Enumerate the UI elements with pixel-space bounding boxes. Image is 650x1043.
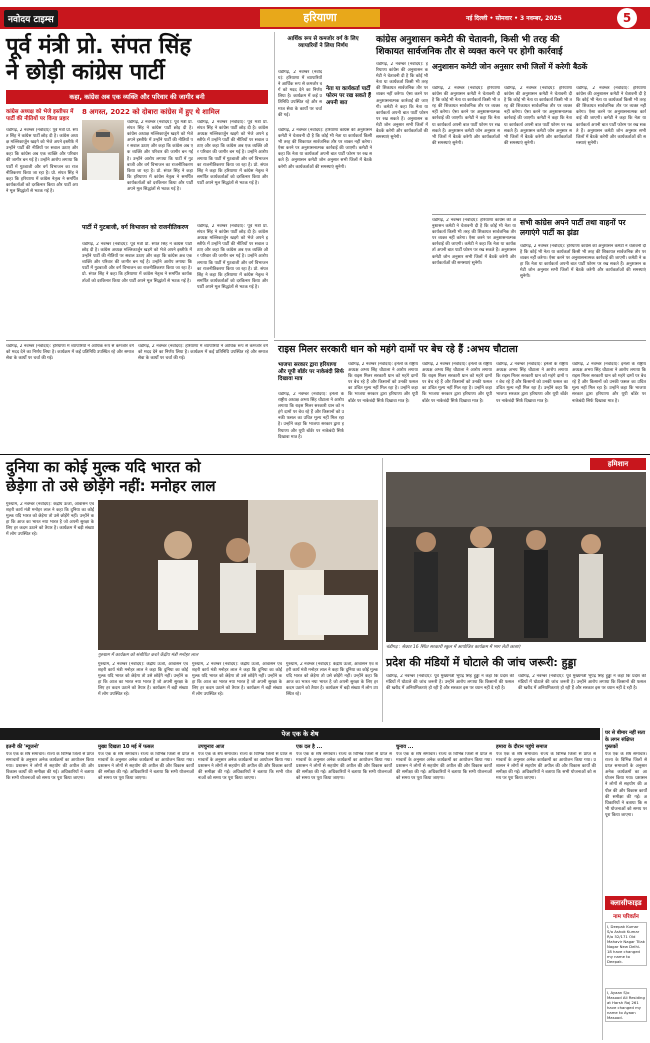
brand-logo: नवोदय टाइम्स <box>4 10 58 27</box>
story5-headline-line2: छेड़ेगा तो उसे छोड़ेंगे नहीं: मनोहर लाल <box>6 477 216 495</box>
story4-col3: चंडीगढ़, 2 नवम्बर (नवोदय): इनेलो के राष्ट्रीय अध्यक्ष अभय सिंह चौटाला ने आरोप लगाया कि राइस मिलर सरकारी धान को महंगे दामों पर बेच रहे हैं और किसानों को उनकी फसल का उचित मूल्य नहीं मिल रहा है। उन्होंने कहा कि भाजपा सरकार द्वारा हरियाणा और यूपी बॉर्डर पर नाकेबंदी सिर्फ दिखावा मात्र है। <box>422 362 492 404</box>
bottom-col-1: पेज एक के शेष समाचार। राज्य के विभिन्न जिलों से प्राप्त समाचारों के अनुसार अनेक कार्यक्रमों का आयोजन किया गया। प्रशासन ने लोगों से सहयोग की अपील की और विकास कार्यों की समीक्षा की गई। अधिकारियों ने बताया कि सभी योजनाओं को समय पर पूरा किया जाएगा। <box>6 752 94 782</box>
story1-headline <box>6 34 268 86</box>
story6-col2: चंडीगढ़, 2 नवम्बर (नवोदय): पूर्व मुख्यमंत्री भूपेंद्र सिंह हुड्डा ने कहा कि प्रदेश की मंडियों में घोटाले की जांच जरूरी है। उन्होंने आरोप लगाया कि किसानों की फसल की खरीद में अनियमितताएं हो रही हैं और सरकार इस पर ध्यान नहीं दे रही है। <box>518 674 646 692</box>
story2-col2: चंडीगढ़, 2 नवम्बर (नवोदय): हरियाणा कांग्रेस की अनुशासन कमेटी ने चेतावनी दी है कि कोई भी नेता या कार्यकर्ता किसी भी तरह की शिकायत सार्वजनिक तौर पर व्यक्त नहीं करेगा। ऐसा करने पर अनुशासनात्मक कार्रवाई की जाएगी। कमेटी ने कहा कि नेता या कार्यकर्ता अपनी बात पार्टी फोरम पर रख सकते हैं। अनुशासन कमेटी जोन अनुसार सभी जिलों में बैठकें करेगी और कार्यकर्ताओं की समस्याएं सुनेगी। <box>278 128 372 170</box>
bottom-col-head-2: मुख्य दिखता 10 मई में फसल <box>98 744 154 750</box>
bottom-col-5: पेज एक के शेष समाचार। राज्य के विभिन्न जिलों से प्राप्त समाचारों के अनुसार अनेक कार्यक्रमों का आयोजन किया गया। प्रशासन ने लोगों से सहयोग की अपील की और विकास कार्यों की समीक्षा की गई। अधिकारियों ने बताया कि सभी योजनाओं को समय पर पूरा किया जाएगा। <box>396 752 492 782</box>
bottom-col-6: पेज एक के शेष समाचार। राज्य के विभिन्न जिलों से प्राप्त समाचारों के अनुसार अनेक कार्यक्रमों का आयोजन किया गया। प्रशासन ने लोगों से सहयोग की अपील की और विकास कार्यों की समीक्षा की गई। अधिकारियों ने बताया कि सभी योजनाओं को समय पर पूरा किया जाएगा। <box>496 752 596 782</box>
story3-headline-line1: कांग्रेस अनुशासन कमेटी की चेतावनी, किसी भी तरह की <box>376 35 560 45</box>
bottom-col-2: पेज एक के शेष समाचार। राज्य के विभिन्न जिलों से प्राप्त समाचारों के अनुसार अनेक कार्यक्रमों का आयोजन किया गया। प्रशासन ने लोगों से सहयोग की अपील की और विकास कार्यों की समीक्षा की गई। अधिकारियों ने बताया कि सभी योजनाओं को समय पर पूरा किया जाएगा। <box>98 752 194 782</box>
story2-col4: चंडीगढ़, 2 नवम्बर (नवोदय): हरियाणा में व्यापारियों ने आर्थिक रूप से कमजोर वर्ग को मदद देने का निर्णय लिया है। कार्यक्रम में कई प्रतिनिधि उपस्थित रहे और समाज सेवा के कार्यों पर चर्चा की गई। <box>138 344 268 362</box>
story4-side-kicker: भाजपा सरकार द्वारा हरियाणा और यूपी बॉर्डर पर नाकेबंदी सिर्फ दिखावा मात्र <box>278 362 344 382</box>
bottom-col-head-3: उपचुनाव आज <box>198 744 225 750</box>
story2-col1: चंडीगढ़, 2 नवम्बर (नवोदय): हरियाणा में व्यापारियों ने आर्थिक रूप से कमजोर वर्ग को मदद देने का निर्णय लिया है। कार्यक्रम में कई प्रतिनिधि उपस्थित रहे और समाज सेवा के कार्यों पर चर्चा की गई। <box>278 70 322 118</box>
bottom-col-4: पेज एक के शेष समाचार। राज्य के विभिन्न जिलों से प्राप्त समाचारों के अनुसार अनेक कार्यक्रमों का आयोजन किया गया। प्रशासन ने लोगों से सहयोग की अपील की और विकास कार्यों की समीक्षा की गई। अधिकारियों ने बताया कि सभी योजनाओं को समय पर पूरा किया जाएगा। <box>296 752 392 782</box>
story3-col3: चंडीगढ़, 2 नवम्बर (नवोदय): हरियाणा कांग्रेस की अनुशासन कमेटी ने चेतावनी दी है कि कोई भी नेता या कार्यकर्ता किसी भी तरह की शिकायत सार्वजनिक तौर पर व्यक्त नहीं करेगा। ऐसा करने पर अनुशासनात्मक कार्रवाई की जाएगी। कमेटी ने कहा कि नेता या कार्यकर्ता अपनी बात पार्टी फोरम पर रख सकते हैं। अनुशासन कमेटी जोन अनुसार सभी जिलों में बैठकें करेगी और कार्यकर्ताओं की समस्याएं सुनेगी। <box>504 86 572 146</box>
story6-col1: चंडीगढ़, 2 नवम्बर (नवोदय): पूर्व मुख्यमंत्री भूपेंद्र सिंह हुड्डा ने कहा कि प्रदेश की मंडियों में घोटाले की जांच जरूरी है। उन्होंने आरोप लगाया कि किसानों की फसल की खरीद में अनियमितताएं हो रही हैं और सरकार इस पर ध्यान नहीं दे रही है। <box>386 674 514 692</box>
sampat-singh-photo <box>82 120 124 180</box>
story3-col5: चंडीगढ़, 2 नवम्बर (नवोदय): हरियाणा कांग्रेस की अनुशासन कमेटी ने चेतावनी दी है कि कोई भी नेता या कार्यकर्ता किसी भी तरह की शिकायत सार्वजनिक तौर पर व्यक्त नहीं करेगा। ऐसा करने पर अनुशासनात्मक कार्रवाई की जाएगी। कमेटी ने कहा कि नेता या कार्यकर्ता अपनी बात पार्टी फोरम पर रख सकते हैं। अनुशासन कमेटी जोन अनुसार सभी जिलों में बैठकें करेगी और कार्यकर्ताओं की समस्याएं सुनेगी। <box>432 218 516 266</box>
bottom-col-3: पेज एक के शेष समाचार। राज्य के विभिन्न जिलों से प्राप्त समाचारों के अनुसार अनेक कार्यक्रमों का आयोजन किया गया। प्रशासन ने लोगों से सहयोग की अपील की और विकास कार्यों की समीक्षा की गई। अधिकारियों ने बताया कि सभी योजनाओं को समय पर पूरा किया जाएगा। <box>198 752 292 782</box>
story1-col1: चंडीगढ़, 2 नवम्बर (नवोदय): पूर्व मंत्री प्रो. संपत सिंह ने कांग्रेस पार्टी छोड़ दी है। कांग्रेस अध्यक्ष मल्लिकार्जुन खड़गे को भेजे अपने इस्तीफे में उन्होंने पार्टी की नीतियों पर सवाल उठाए और कहा कि कांग्रेस अब एक व्यक्ति और परिवार की जागीर बन गई है। उन्होंने आरोप लगाया कि पार्टी में गुटबाजी और वर्ग विभाजन का राजनीतिकरण किया जा रहा है। प्रो. संपत सिंह ने कहा कि हरियाणा में कांग्रेस नेतृत्व ने समर्पित कार्यकर्ताओं को दरकिनार किया और पार्टी अपने मूल सिद्धांतों से भटक गई है। <box>6 128 78 194</box>
page-number: 5 <box>617 8 637 28</box>
story5-col4: गुरुग्राम, 2 नवम्बर (नवोदय): केंद्रीय ऊर्जा, आवासन एवं शहरी कार्य मंत्री मनोहर लाल ने कहा कि दुनिया का कोई मुल्क यदि भारत को छेड़ेगा तो उसे छोड़ेंगे नहीं। उन्होंने कहा कि आज का भारत नया भारत है जो अपनी सुरक्षा के लिए हर कदम उठाने को तैयार है। कार्यक्रम में बड़ी संख्या में लोग उपस्थित रहे। <box>286 662 378 698</box>
story3-col1: चंडीगढ़, 2 नवम्बर (नवोदय): हरियाणा कांग्रेस की अनुशासन कमेटी ने चेतावनी दी है कि कोई भी नेता या कार्यकर्ता किसी भी तरह की शिकायत सार्वजनिक तौर पर व्यक्त नहीं करेगा। ऐसा करने पर अनुशासनात्मक कार्रवाई की जाएगी। कमेटी ने कहा कि नेता या कार्यकर्ता अपनी बात पार्टी फोरम पर रख सकते हैं। अनुशासन कमेटी जोन अनुसार सभी जिलों में बैठकें करेगी और कार्यकर्ताओं की समस्याएं सुनेगी। <box>376 62 428 141</box>
story1-kicker: कांग्रेस अध्यक्ष को भेजे इस्तीफा में पार्टी की नीतियों पर किया प्रहार <box>6 109 74 122</box>
story2-col3: चंडीगढ़, 2 नवम्बर (नवोदय): हरियाणा में व्यापारियों ने आर्थिक रूप से कमजोर वर्ग को मदद देने का निर्णय लिया है। कार्यक्रम में कई प्रतिनिधि उपस्थित रहे और समाज सेवा के कार्यों पर चर्चा की गई। <box>6 344 134 362</box>
story1-col5: चंडीगढ़, 2 नवम्बर (नवोदय): पूर्व मंत्री प्रो. संपत सिंह ने कांग्रेस पार्टी छोड़ दी है। कांग्रेस अध्यक्ष मल्लिकार्जुन खड़गे को भेजे अपने इस्तीफे में उन्होंने पार्टी की नीतियों पर सवाल उठाए और कहा कि कांग्रेस अब एक व्यक्ति और परिवार की जागीर बन गई है। उन्होंने आरोप लगाया कि पार्टी में गुटबाजी और वर्ग विभाजन का राजनीतिकरण किया जा रहा है। प्रो. संपत सिंह ने कहा कि हरियाणा में कांग्रेस नेतृत्व ने समर्पित कार्यकर्ताओं को दरकिनार किया और पार्टी अपने मूल सिद्धांतों से भटक गई है। <box>197 224 268 290</box>
story2-kicker: आर्थिक रूप से कमजोर वर्ग के लिए व्यापारियों ने लिया निर्णय <box>287 36 359 49</box>
classified-notice-2: I, Ayaan S/o Masood Ali Residing at Harsh Raj 261 have changed my name to Ayaan Masood. <box>605 988 647 1022</box>
divider <box>432 214 646 215</box>
story6-tag: हमिशान <box>590 458 646 470</box>
continued-label: पेज एक के शेष <box>281 730 319 738</box>
divider <box>274 32 275 338</box>
story5-col2: गुरुग्राम, 2 नवम्बर (नवोदय): केंद्रीय ऊर्जा, आवासन एवं शहरी कार्य मंत्री मनोहर लाल ने कहा कि दुनिया का कोई मुल्क यदि भारत को छेड़ेगा तो उसे छोड़ेंगे नहीं। उन्होंने कहा कि आज का भारत नया भारत है जो अपनी सुरक्षा के लिए हर कदम उठाने को तैयार है। कार्यक्रम में बड़ी संख्या में लोग उपस्थित रहे। <box>98 662 188 698</box>
story4-col2: चंडीगढ़, 2 नवम्बर (नवोदय): इनेलो के राष्ट्रीय अध्यक्ष अभय सिंह चौटाला ने आरोप लगाया कि राइस मिलर सरकारी धान को महंगे दामों पर बेच रहे हैं और किसानों को उनकी फसल का उचित मूल्य नहीं मिल रहा है। उन्होंने कहा कि भाजपा सरकार द्वारा हरियाणा और यूपी बॉर्डर पर नाकेबंदी सिर्फ दिखावा मात्र है। <box>348 362 418 404</box>
story1-subhead: कहा, कांग्रेस अब एक व्यक्ति और परिवार की जागीर बनी <box>6 90 268 104</box>
dateline: नई दिल्ली • सोमवार • 3 नवम्बर, 2025 <box>466 15 562 22</box>
classified-sub: नाम परिवर्तन <box>613 914 639 920</box>
classified-side-head: घर से बीमार नहीं सता के लगन संक्षिप्त पुस्तकों <box>605 730 646 750</box>
students-photo <box>386 472 646 642</box>
manohar-lal-photo <box>98 500 378 650</box>
story6-photo-caption: चंडीगढ़ : सेक्टर 16 स्थित सरकारी स्कूल में आयोजित कार्यक्रम में भाग लेती छात्राएं <box>386 645 521 650</box>
story1-quote-title: पार्टी में गुटबाजी, वर्ग विभाजन को राजनीतिकरण <box>82 224 189 231</box>
story1-col2: चंडीगढ़, 2 नवम्बर (नवोदय): पूर्व मंत्री प्रो. संपत सिंह ने कांग्रेस पार्टी छोड़ दी है। कांग्रेस अध्यक्ष मल्लिकार्जुन खड़गे को भेजे अपने इस्तीफे में उन्होंने पार्टी की नीतियों पर सवाल उठाए और कहा कि कांग्रेस अब एक व्यक्ति और परिवार की जागीर बन गई है। उन्होंने आरोप लगाया कि पार्टी में गुटबाजी और वर्ग विभाजन का राजनीतिकरण किया जा रहा है। प्रो. संपत सिंह ने कहा कि हरियाणा में कांग्रेस नेतृत्व ने समर्पित कार्यकर्ताओं को दरकिनार किया और पार्टी अपने मूल सिद्धांतों से भटक गई है। <box>127 120 193 193</box>
story4-col5: चंडीगढ़, 2 नवम्बर (नवोदय): इनेलो के राष्ट्रीय अध्यक्ष अभय सिंह चौटाला ने आरोप लगाया कि राइस मिलर सरकारी धान को महंगे दामों पर बेच रहे हैं और किसानों को उनकी फसल का उचित मूल्य नहीं मिल रहा है। उन्होंने कहा कि भाजपा सरकार द्वारा हरियाणा और यूपी बॉर्डर पर नाकेबंदी सिर्फ दिखावा मात्र है। <box>572 362 646 404</box>
story5-headline <box>6 458 378 496</box>
classified-box: क्लासीफाइड <box>605 896 647 910</box>
classified-notice-1: I, Deepak Kumar S/o Ashok Kumar R/o 52/171 Old Mahavir Nagar Tilak Nagar New Delhi-18 have changed my name to Deepak. <box>605 922 647 966</box>
section-label: हरियाणा <box>260 9 380 27</box>
divider <box>274 340 646 341</box>
bottom-col-head-1: इतनी की 'म्यूजनो' <box>6 744 40 750</box>
story1-col3: चंडीगढ़, 2 नवम्बर (नवोदय): पूर्व मंत्री प्रो. संपत सिंह ने कांग्रेस पार्टी छोड़ दी है। कांग्रेस अध्यक्ष मल्लिकार्जुन खड़गे को भेजे अपने इस्तीफे में उन्होंने पार्टी की नीतियों पर सवाल उठाए और कहा कि कांग्रेस अब एक व्यक्ति और परिवार की जागीर बन गई है। उन्होंने आरोप लगाया कि पार्टी में गुटबाजी और वर्ग विभाजन का राजनीतिकरण किया जा रहा है। प्रो. संपत सिंह ने कहा कि हरियाणा में कांग्रेस नेतृत्व ने समर्पित कार्यकर्ताओं को दरकिनार किया और पार्टी अपने मूल सिद्धांतों से भटक गई है। <box>197 120 268 186</box>
divider <box>6 340 268 341</box>
divider <box>382 458 383 722</box>
story1-headline-line1: पूर्व मंत्री प्रो. संपत सिंह <box>6 34 192 59</box>
bottom-col-head-5: चुनाव ... <box>396 744 414 750</box>
story3-col4: चंडीगढ़, 2 नवम्बर (नवोदय): हरियाणा कांग्रेस की अनुशासन कमेटी ने चेतावनी दी है कि कोई भी नेता या कार्यकर्ता किसी भी तरह की शिकायत सार्वजनिक तौर पर व्यक्त नहीं करेगा। ऐसा करने पर अनुशासनात्मक कार्रवाई की जाएगी। कमेटी ने कहा कि नेता या कार्यकर्ता अपनी बात पार्टी फोरम पर रख सकते हैं। अनुशासन कमेटी जोन अनुसार सभी जिलों में बैठकें करेगी और कार्यकर्ताओं की समस्याएं सुनेगी। <box>576 86 646 146</box>
story5-col3: गुरुग्राम, 2 नवम्बर (नवोदय): केंद्रीय ऊर्जा, आवासन एवं शहरी कार्य मंत्री मनोहर लाल ने कहा कि दुनिया का कोई मुल्क यदि भारत को छेड़ेगा तो उसे छोड़ेंगे नहीं। उन्होंने कहा कि आज का भारत नया भारत है जो अपनी सुरक्षा के लिए हर कदम उठाने को तैयार है। कार्यक्रम में बड़ी संख्या में लोग उपस्थित रहे। <box>192 662 282 698</box>
story3-headline <box>376 34 646 58</box>
bottom-col-head-6: हमारा के दौरान पहुंचे समाज <box>496 744 548 750</box>
story6-headline: प्रदेश की मंडियों में घोटाले की जांच जरूरी: हुड्डा <box>386 656 577 669</box>
story5-col1: गुरुग्राम, 2 नवम्बर (नवोदय): केंद्रीय ऊर्जा, आवासन एवं शहरी कार्य मंत्री मनोहर लाल ने कहा कि दुनिया का कोई मुल्क यदि भारत को छेड़ेगा तो उसे छोड़ेंगे नहीं। उन्होंने कहा कि आज का भारत नया भारत है जो अपनी सुरक्षा के लिए हर कदम उठाने को तैयार है। कार्यक्रम में बड़ी संख्या में लोग उपस्थित रहे। <box>6 502 94 538</box>
story3-side-kicker: नेता या कार्यकर्ता पार्टी फोरम पर रख सकते हैं अपनी बात <box>326 86 371 106</box>
classified-side-text: पेज एक के शेष समाचार। राज्य के विभिन्न जिलों से प्राप्त समाचारों के अनुसार अनेक कार्यक्रमों का आयोजन किया गया। प्रशासन ने लोगों से सहयोग की अपील की और विकास कार्यों की समीक्षा की गई। अधिकारियों ने बताया कि सभी योजनाओं को समय पर पूरा किया जाएगा। <box>605 752 647 818</box>
story3-box-headline: सभी कांग्रेस अपने पार्टी तथा वाहनों पर लगाएंगे पार्टी का झंडा <box>520 218 626 237</box>
story1-col4: चंडीगढ़, 2 नवम्बर (नवोदय): पूर्व मंत्री प्रो. संपत सिंह ने कांग्रेस पार्टी छोड़ दी है। कांग्रेस अध्यक्ष मल्लिकार्जुन खड़गे को भेजे अपने इस्तीफे में उन्होंने पार्टी की नीतियों पर सवाल उठाए और कहा कि कांग्रेस अब एक व्यक्ति और परिवार की जागीर बन गई है। उन्होंने आरोप लगाया कि पार्टी में गुटबाजी और वर्ग विभाजन का राजनीतिकरण किया जा रहा है। प्रो. संपत सिंह ने कहा कि हरियाणा में कांग्रेस नेतृत्व ने समर्पित कार्यकर्ताओं को दरकिनार किया और पार्टी अपने मूल सिद्धांतों से भटक गई है। <box>82 242 192 284</box>
story5-headline-line1: दुनिया का कोई मुल्क यदि भारत को <box>6 458 201 476</box>
story4-headline: राइस मिलर सरकारी धान को महंगे दामों पर बेच रहे हैं :अभय चौटाला <box>278 344 518 355</box>
divider <box>0 454 650 455</box>
story3-col6: चंडीगढ़, 2 नवम्बर (नवोदय): हरियाणा कांग्रेस की अनुशासन कमेटी ने चेतावनी दी है कि कोई भी नेता या कार्यकर्ता किसी भी तरह की शिकायत सार्वजनिक तौर पर व्यक्त नहीं करेगा। ऐसा करने पर अनुशासनात्मक कार्रवाई की जाएगी। कमेटी ने कहा कि नेता या कार्यकर्ता अपनी बात पार्टी फोरम पर रख सकते हैं। अनुशासन कमेटी जोन अनुसार सभी जिलों में बैठकें करेगी और कार्यकर्ताओं की समस्याएं सुनेगी। <box>520 244 646 280</box>
bottom-col-head-4: एक दल है ... <box>296 744 323 750</box>
story3-col2: चंडीगढ़, 2 नवम्बर (नवोदय): हरियाणा कांग्रेस की अनुशासन कमेटी ने चेतावनी दी है कि कोई भी नेता या कार्यकर्ता किसी भी तरह की शिकायत सार्वजनिक तौर पर व्यक्त नहीं करेगा। ऐसा करने पर अनुशासनात्मक कार्रवाई की जाएगी। कमेटी ने कहा कि नेता या कार्यकर्ता अपनी बात पार्टी फोरम पर रख सकते हैं। अनुशासन कमेटी जोन अनुसार सभी जिलों में बैठकें करेगी और कार्यकर्ताओं की समस्याएं सुनेगी। <box>432 86 500 146</box>
divider <box>602 728 603 1040</box>
story3-subhead: अनुशासन कमेटी जोन अनुसार सभी जिलों में करेगी बैठकें <box>432 62 588 71</box>
story4-col4: चंडीगढ़, 2 नवम्बर (नवोदय): इनेलो के राष्ट्रीय अध्यक्ष अभय सिंह चौटाला ने आरोप लगाया कि राइस मिलर सरकारी धान को महंगे दामों पर बेच रहे हैं और किसानों को उनकी फसल का उचित मूल्य नहीं मिल रहा है। उन्होंने कहा कि भाजपा सरकार द्वारा हरियाणा और यूपी बॉर्डर पर नाकेबंदी सिर्फ दिखावा मात्र है। <box>496 362 568 404</box>
story1-headline-line2: ने छोड़ी कांग्रेस पार्टी <box>6 60 165 85</box>
story4-col1: चंडीगढ़, 2 नवम्बर (नवोदय): इनेलो के राष्ट्रीय अध्यक्ष अभय सिंह चौटाला ने आरोप लगाया कि राइस मिलर सरकारी धान को महंगे दामों पर बेच रहे हैं और किसानों को उनकी फसल का उचित मूल्य नहीं मिल रहा है। उन्होंने कहा कि भाजपा सरकार द्वारा हरियाणा और यूपी बॉर्डर पर नाकेबंदी सिर्फ दिखावा मात्र है। <box>278 392 344 440</box>
story5-photo-caption: गुरुग्राम में कार्यक्रम को संबोधित करते केंद्रीय मंत्री मनोहर लाल <box>98 653 199 658</box>
story3-headline-line2: शिकायत सार्वजनिक तौर से व्यक्त करने पर होगी कार्रवाई <box>376 47 563 57</box>
story1-box-title: 8 अगस्त, 2022 को दोबारा कांग्रेस में हुए थे शामिल <box>82 108 220 116</box>
